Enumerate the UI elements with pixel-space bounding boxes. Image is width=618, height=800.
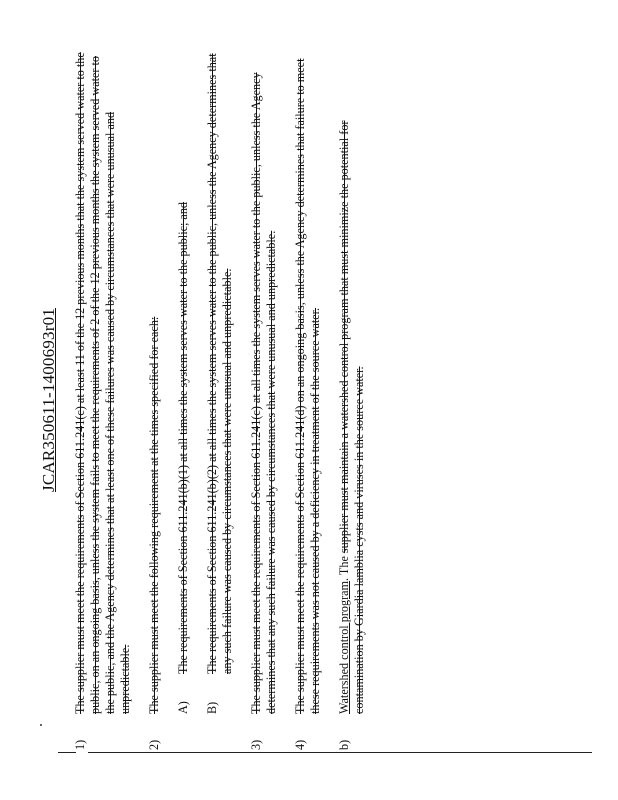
plain-text: . The <box>337 553 351 581</box>
bottom-rule-short <box>58 752 76 753</box>
struck-text: The requirements of Section 611.241(b)(2) at all times the system serves water to the public, unless the Agency determines that any such failure was caused by circumstances that were unusual and unpredictable. <box>205 53 234 674</box>
underlined-text: Watershed control program <box>337 580 351 714</box>
item-text <box>176 50 191 674</box>
scan-speck <box>40 724 42 726</box>
item-number: b) <box>337 739 351 750</box>
document-body <box>73 50 381 750</box>
struck-text: The supplier must meet the requirements of Section 611.241(d) on an ongoing basis, unless the Agency determines that failure to meet these requirements was not caused by a deficiency in treatment of the source water. <box>293 58 322 714</box>
struck-text: The supplier must meet the requirements of Section 611.241(c) at all times the system serves water to the public, unless the Agency determines that any such failure was caused by circumstances that were unusual and unpredictable. <box>249 72 278 714</box>
bottom-rule <box>88 752 592 753</box>
list-item-1 <box>73 50 133 750</box>
item-text <box>73 50 133 714</box>
struck-text: The supplier must meet the requirements of Section 611.241(c) at least 11 of the 12 previous months that the system served water to the public, on an ongoing basis, unless the system fails to meet the requirements of 2 of the 12 previous months the system served water to the public, and the Agency determines that at least one of these failures was caused by circumstances that were unusual and unpredictable. <box>73 52 132 714</box>
item-text <box>337 50 367 714</box>
rotated-page <box>39 50 579 750</box>
item-number: 2) <box>147 739 161 750</box>
item-number: B) <box>205 701 219 714</box>
item-number: 4) <box>293 739 307 750</box>
list-item-4 <box>293 50 323 750</box>
list-subitem-a <box>176 50 191 714</box>
item-number: 3) <box>249 739 263 750</box>
list-item-3 <box>249 50 279 750</box>
struck-text: The supplier must meet the following requirement at the times specified for each: <box>147 316 161 714</box>
document-header: JCAR350611-1400693r01 <box>39 308 58 492</box>
item-text <box>147 50 162 714</box>
item-number: 1) <box>73 739 87 750</box>
list-item-b <box>337 50 367 750</box>
item-text <box>249 50 279 714</box>
struck-text: supplier must maintain a watershed control program that must minimize the potential for contamination by Giardia lamblia cysts and viruses in the source water. <box>337 120 366 714</box>
item-number: A) <box>176 701 190 714</box>
list-subitem-b <box>205 50 235 714</box>
item-text <box>205 50 235 674</box>
list-item-2 <box>147 50 162 750</box>
struck-text: The requirements of Section 611.241(b)(1) at all times the system serves water to the public; and <box>176 201 190 674</box>
item-text <box>293 50 323 714</box>
